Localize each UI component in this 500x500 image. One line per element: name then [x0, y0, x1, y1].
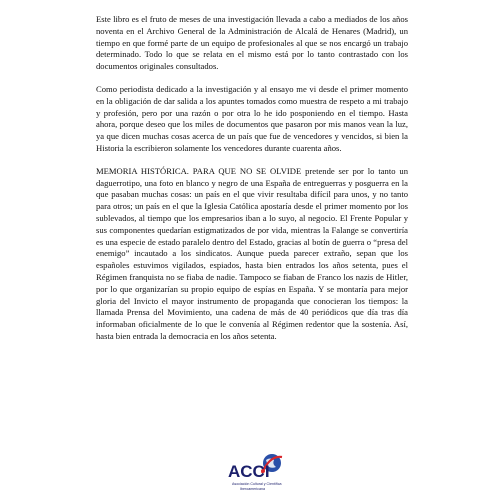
logo-name: ACCI [228, 462, 270, 481]
document-page [96, 14, 408, 343]
publisher-logo [226, 451, 286, 495]
globe-figure-icon [226, 451, 286, 495]
paragraph-intro: Este libro es el fruto de meses de una investigación llevada a cabo a mediados de los años noventa en el Archivo General de la Administración de Alcalá de Henares (Madrid), un tiempo en que formé parte de un equipo de profesionales al que se nos encargó un trabajo determinado. Todo lo que se relata en el mismo está por lo tanto contrastado con los documentos originales consultados. [96, 14, 408, 72]
paragraph-author-motivation: Como periodista dedicado a la investigación y al ensayo me vi desde el primer momento en la obligación de dar salida a los apuntes tomados como muestra de respeto a mi trabajo y profesión, pero por una razón o por otra lo he ido posponiendo en el tiempo. Hasta ahora, porque deseo que los miles de documentos que pasaron por mis manos vean la luz, ya que dicen muchas cosas acerca de un país que fue de vencedores y vencidos, si bien la Historia la escribieron solamente los vencedores durante cuarenta años. [96, 83, 408, 153]
logo-subtitle-line-2: Iberoamericana [240, 487, 265, 491]
paragraph-book-description: MEMORIA HISTÓRICA. PARA QUE NO SE OLVIDE pretende ser por lo tanto un daguerrotipo, una foto en blanco y negro de una España de entreguerras y posguerra en la que pasaban muchas cosas: un país en el que vivir resultaba difícil para unos, y no tanto para otros; un país en el que la Iglesia Católica apostaría desde el primer momento por los sublevados, al tiempo que los empresarios iban a lo suyo, al negocio. El Frente Popular y sus componentes quedarían estigmatizados de por vida, mientras la Falange se convertiría es una especie de estado paralelo dentro del Estado, gracias al botín de guerra o “presa del enemigo” incautado a los sindicatos. Aunque pueda parecer extraño, sepan que los españoles estuvimos vigilados, espiados, hasta bien entrados los años setenta, pues el Régimen franquista no se fiaba de nadie. Tampoco se fiaban de Franco los nazis de Hitler, por lo que organizarían su propio equipo de espías en España. Y se montaría para mejor gloria del Invicto el mayor instrumento de propaganda que conocieran los tiempos: la llamada Prensa del Movimiento, una cadena de más de 40 periódicos que día tras día informaban oficialmente de lo que le convenía al Régimen redentor que la sostenía. Así, hasta bien entrada la democracia en los años setenta. [96, 165, 408, 341]
logo-subtitle-line-1: Asociación Cultural y Científica [232, 482, 282, 486]
